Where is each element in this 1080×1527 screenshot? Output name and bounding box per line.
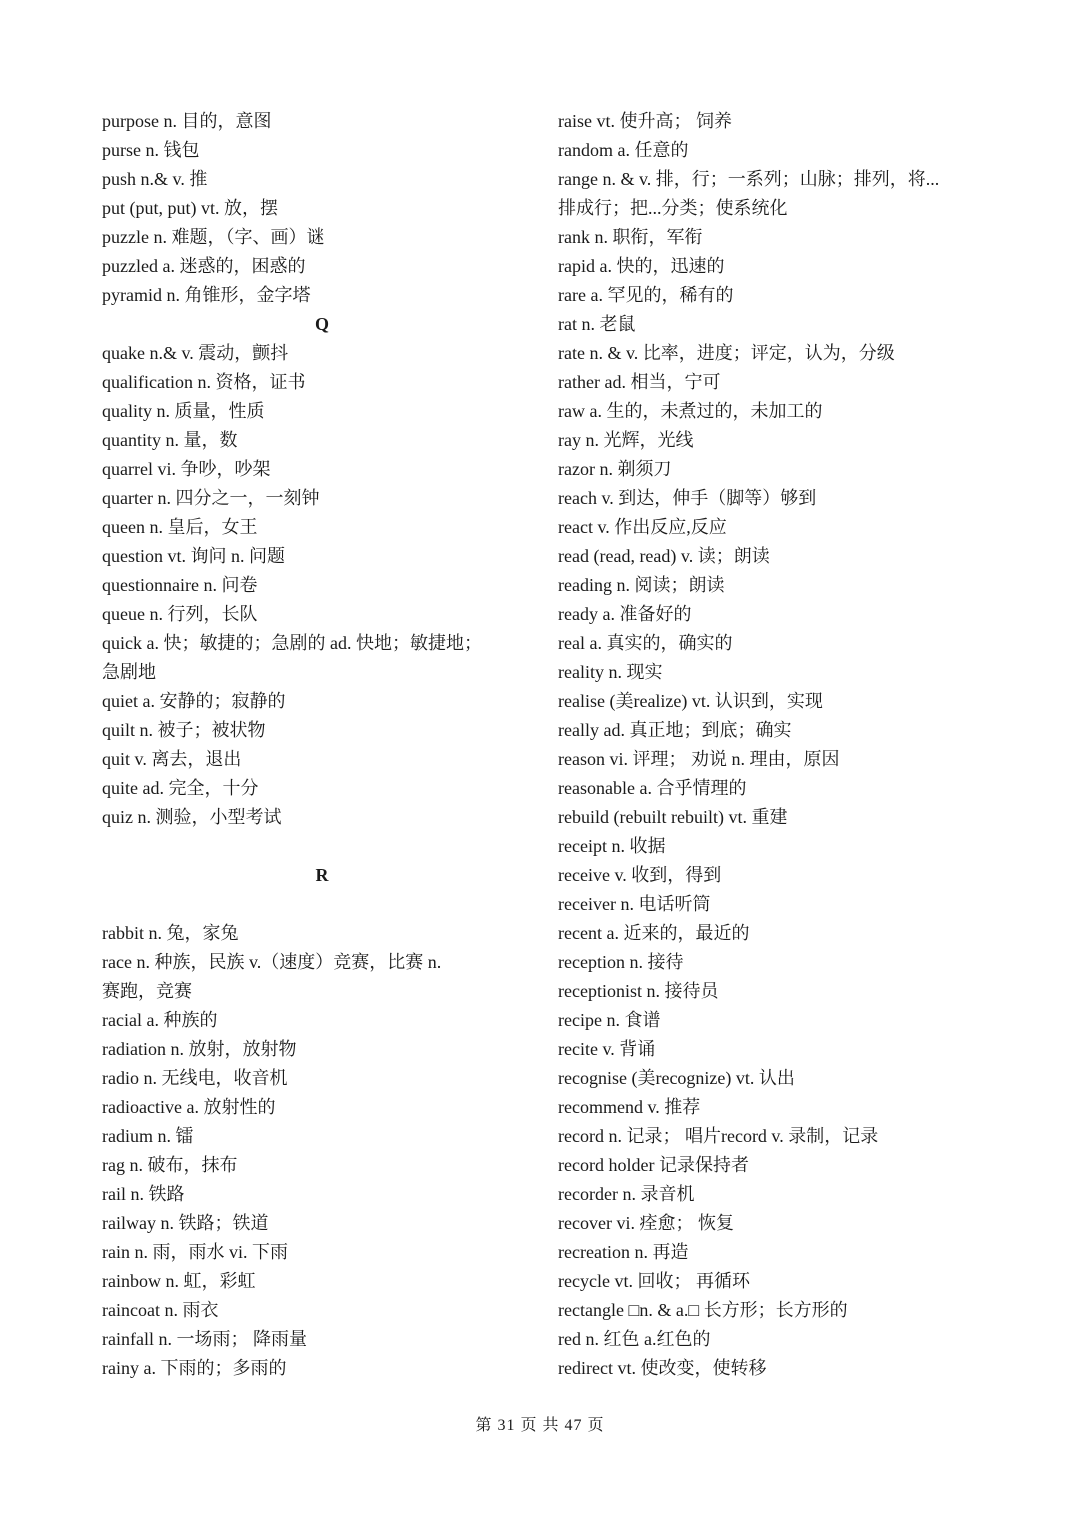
vocab-entry: ray n. 光辉，光线 [558, 430, 694, 450]
vocab-entry: receipt n. 收据 [558, 836, 666, 856]
vocab-entry: receiver n. 电话听筒 [558, 894, 711, 914]
vocab-entry: raise vt. 使升高； 饲养 [558, 111, 732, 131]
vocab-entry: pyramid n. 角锥形，金字塔 [102, 285, 311, 305]
vocab-entry: quick a. 快；敏捷的；急剧的 ad. 快地；敏捷地； [102, 633, 482, 653]
vocab-entry: recorder n. 录音机 [558, 1184, 695, 1204]
vocab-entry: 排成行；把...分类；使系统化 [558, 198, 788, 218]
vocab-entry: quit v. 离去，退出 [102, 749, 242, 769]
section-heading: R [315, 865, 329, 885]
blank-line [102, 832, 542, 861]
vocab-entry: read (read, read) v. 读；朗读 [558, 546, 770, 566]
vocab-entry: radioactive a. 放射性的 [102, 1097, 276, 1117]
vocab-entry: random a. 任意的 [558, 140, 689, 160]
vocab-entry: really ad. 真正地；到底；确实 [558, 720, 792, 740]
vocab-entry: radiation n. 放射，放射物 [102, 1039, 297, 1059]
vocab-entry: qualification n. 资格，证书 [102, 372, 306, 392]
vocab-entry: radio n. 无线电，收音机 [102, 1068, 288, 1088]
vocab-entry: recycle vt. 回收； 再循环 [558, 1271, 750, 1291]
vocab-entry: quality n. 质量，性质 [102, 401, 265, 421]
left-column [102, 107, 542, 1383]
vocab-entry: red n. 红色 a.红色的 [558, 1329, 711, 1349]
vocab-entry: 赛跑，竞赛 [102, 981, 192, 1001]
vocab-entry: quiz n. 测验，小型考试 [102, 807, 282, 827]
vocab-entry: recipe n. 食谱 [558, 1010, 661, 1030]
vocab-entry: receive v. 收到，得到 [558, 865, 722, 885]
vocab-entry: recommend v. 推荐 [558, 1097, 701, 1117]
vocab-entry: quarrel vi. 争吵，吵架 [102, 459, 271, 479]
vocab-entry: quake n.& v. 震动，颤抖 [102, 343, 289, 363]
vocab-entry: rainfall n. 一场雨； 降雨量 [102, 1329, 307, 1349]
vocab-entry: purpose n. 目的，意图 [102, 111, 272, 131]
vocab-entry: quiet a. 安静的；寂静的 [102, 691, 286, 711]
vocab-entry: razor n. 剃须刀 [558, 459, 672, 479]
vocab-entry: questionnaire n. 问卷 [102, 575, 258, 595]
vocab-entry: rainy a. 下雨的；多雨的 [102, 1358, 287, 1378]
vocab-entry: rabbit n. 兔，家兔 [102, 923, 239, 943]
vocab-entry: recreation n. 再造 [558, 1242, 689, 1262]
page-footer: 第 31 页 共 47 页 [475, 1417, 605, 1434]
vocab-entry: realise (美realize) vt. 认识到，实现 [558, 691, 823, 711]
vocab-entry: quarter n. 四分之一，一刻钟 [102, 488, 320, 508]
vocab-entry: rare a. 罕见的，稀有的 [558, 285, 734, 305]
vocab-entry: puzzle n. 难题，（字、画）谜 [102, 227, 325, 247]
vocab-entry: raw a. 生的，未煮过的，未加工的 [558, 401, 823, 421]
vocab-entry: put (put, put) vt. 放，摆 [102, 198, 278, 218]
vocab-entry: push n.& v. 推 [102, 169, 208, 189]
vocab-entry: quilt n. 被子；被状物 [102, 720, 266, 740]
vocab-entry: rail n. 铁路 [102, 1184, 185, 1204]
vocab-entry: rapid a. 快的，迅速的 [558, 256, 725, 276]
vocab-entry: 急剧地 [102, 662, 156, 682]
vocab-entry: reading n. 阅读；朗读 [558, 575, 725, 595]
vocab-entry: quantity n. 量，数 [102, 430, 238, 450]
vocab-entry: ready a. 准备好的 [558, 604, 692, 624]
vocab-entry: record n. 记录； 唱片record v. 录制，记录 [558, 1126, 879, 1146]
vocab-entry: real a. 真实的，确实的 [558, 633, 733, 653]
blank-line [102, 890, 542, 919]
vocab-entry: queue n. 行列，长队 [102, 604, 258, 624]
vocab-entry: railway n. 铁路；铁道 [102, 1213, 269, 1233]
vocab-entry: receptionist n. 接待员 [558, 981, 719, 1001]
vocab-entry: puzzled a. 迷惑的，困惑的 [102, 256, 306, 276]
section-heading: Q [314, 314, 329, 334]
vocab-entry: recognise (美recognize) vt. 认出 [558, 1068, 795, 1088]
vocab-entry: record holder 记录保持者 [558, 1155, 749, 1175]
vocab-entry: react v. 作出反应,反应 [558, 517, 727, 537]
vocab-entry: range n. & v. 排，行；一系列；山脉；排列，将... [558, 169, 940, 189]
vocab-entry: rainbow n. 虹，彩虹 [102, 1271, 256, 1291]
vocab-entry: question vt. 询问 n. 问题 [102, 546, 285, 566]
vocab-entry: reach v. 到达，伸手（脚等）够到 [558, 488, 817, 508]
vocab-entry: race n. 种族，民族 v.（速度）竞赛，比赛 n. [102, 952, 442, 972]
vocab-entry: recent a. 近来的，最近的 [558, 923, 750, 943]
vocab-entry: rat n. 老鼠 [558, 314, 636, 334]
vocab-entry: recover vi. 痊愈； 恢复 [558, 1213, 734, 1233]
vocab-entry: rain n. 雨，雨水 vi. 下雨 [102, 1242, 288, 1262]
vocab-entry: rag n. 破布，抹布 [102, 1155, 238, 1175]
vocab-entry: rank n. 职衔，军衔 [558, 227, 703, 247]
vocab-entry: rate n. & v. 比率，进度；评定，认为，分级 [558, 343, 895, 363]
vocab-entry: rather ad. 相当，宁可 [558, 372, 721, 392]
vocab-entry: queen n. 皇后，女王 [102, 517, 258, 537]
vocab-entry: rectangle □n. & a.□ 长方形；长方形的 [558, 1300, 848, 1320]
vocab-entry: reason vi. 评理； 劝说 n. 理由，原因 [558, 749, 840, 769]
vocab-entry: recite v. 背诵 [558, 1039, 656, 1059]
vocab-entry: rebuild (rebuilt rebuilt) vt. 重建 [558, 807, 788, 827]
right-column [558, 107, 998, 1383]
vocab-entry: raincoat n. 雨衣 [102, 1300, 219, 1320]
vocab-entry: reasonable a. 合乎情理的 [558, 778, 747, 798]
vocab-entry: radium n. 镭 [102, 1126, 194, 1146]
vocab-entry: reality n. 现实 [558, 662, 663, 682]
vocab-entry: purse n. 钱包 [102, 140, 200, 160]
vocab-entry: quite ad. 完全，十分 [102, 778, 259, 798]
vocab-entry: redirect vt. 使改变，使转移 [558, 1358, 767, 1378]
vocab-entry: reception n. 接待 [558, 952, 684, 972]
vocab-entry: racial a. 种族的 [102, 1010, 218, 1030]
